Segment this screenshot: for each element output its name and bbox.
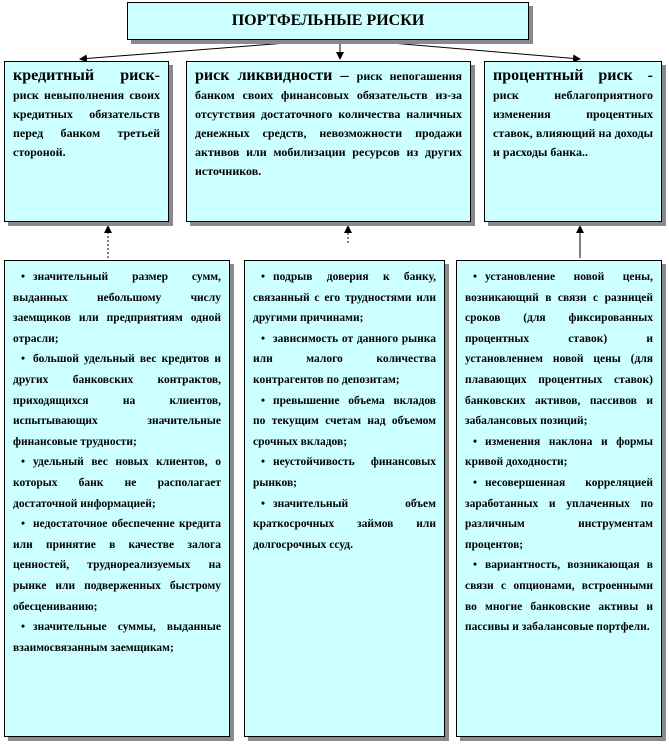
bullet-icon: • — [20, 271, 26, 283]
list-item: • вариантность, возникающая в связи с опционами, встроенными во многие банковские активы и пассивы и забалансовые портфели. — [465, 555, 653, 637]
interest-risk-factors-box — [456, 260, 662, 737]
bullet-icon: • — [472, 476, 478, 489]
liquidity-risk-box — [186, 61, 471, 222]
bullet-icon: • — [472, 271, 478, 283]
list-item: • подрыв доверия к банку, связанный с его трудностями или другими причинами; — [253, 267, 436, 329]
interest-risk-factors-list — [465, 267, 653, 638]
bullet-icon: • — [472, 435, 478, 448]
credit-risk-factors-list — [13, 267, 221, 658]
list-item: • значительный объем краткосрочных займов или долгосрочных ссуд. — [253, 494, 436, 556]
bullet-icon: • — [260, 271, 266, 283]
credit-risk-term: кредитный риск — [13, 67, 155, 84]
bullet-icon: • — [260, 332, 266, 345]
liquidity-risk-factors-box — [244, 260, 445, 737]
interest-risk-dash: - — [632, 67, 653, 84]
interest-risk-definition: риск неблагоприятного изменения процентных ставок, влияющий на доходы и расходы банка.. — [493, 88, 653, 159]
list-item: • неустойчивость финансовых рынков; — [253, 452, 436, 493]
bullet-icon: • — [260, 394, 266, 407]
bullet-icon: • — [260, 497, 266, 510]
list-item: • значительные суммы, выданные взаимосвязанным заемщикам; — [13, 617, 221, 658]
list-item: • превышение объема вкладов по текущим счетам над объемом срочных вкладов; — [253, 391, 436, 453]
diagram-title: ПОРТФЕЛЬНЫЕ РИСКИ — [231, 12, 425, 29]
credit-risk-box — [4, 61, 169, 222]
bullet-icon: • — [472, 559, 478, 572]
liquidity-risk-term: риск ликвидности — [195, 67, 333, 84]
credit-risk-definition: риск невыполнения своих кредитных обязательств перед банком третьей стороной. — [13, 88, 160, 159]
credit-risk-factors-box — [4, 260, 230, 737]
list-item: • значительный размер сумм, выданных небольшому числу заемщиков или предприятиям одной отрасли; — [13, 267, 221, 349]
arrow-title-to-interest — [380, 42, 580, 59]
bullet-icon: • — [20, 353, 26, 366]
list-item: • несовершенная корреляцией заработанных и уплаченных по различным инструментам процентов; — [465, 473, 653, 555]
liquidity-risk-factors-list — [253, 267, 436, 555]
credit-risk-dash: - — [154, 67, 160, 84]
title-box — [127, 2, 529, 40]
bullet-icon: • — [20, 518, 26, 531]
arrow-title-to-credit — [80, 42, 300, 59]
list-item: • большой удельный вес кредитов и других банковских контрактов, приходящихся на клиентов, испытывающих значительные финансовые трудности; — [13, 349, 221, 452]
list-item: • установление новой цены, возникающий в связи с разницей сроков (для фиксированных процентных ставок) и установлением новой цены (для плавающих процентных ставок) банковских активов, пассивов и забалансовых позиций; — [465, 267, 653, 432]
list-item: • изменения наклона и формы кривой доходности; — [465, 432, 653, 473]
bullet-icon: • — [260, 456, 266, 469]
list-item: • недостаточное обеспечение кредита или принятие в качестве залога ценностей, труднореализуемых на рынке или подверженных быстрому обесцениванию; — [13, 514, 221, 617]
liquidity-risk-definition: риск непогашения банком своих финансовых обязательств из-за отсутствия достаточного количества наличных денежных средств, невозможности продажи активов или мобилизации ресурсов из других источников. — [195, 69, 463, 178]
liquidity-risk-dash: – — [332, 67, 357, 84]
interest-risk-term: процентный риск — [493, 67, 633, 84]
interest-risk-box — [484, 61, 662, 222]
bullet-icon: • — [20, 621, 26, 634]
bullet-icon: • — [20, 456, 26, 469]
list-item: • зависимость от данного рынка или малого количества контрагентов по депозитам; — [253, 329, 436, 391]
list-item: • удельный вес новых клиентов, о которых банк не располагает достаточной информацией; — [13, 452, 221, 514]
